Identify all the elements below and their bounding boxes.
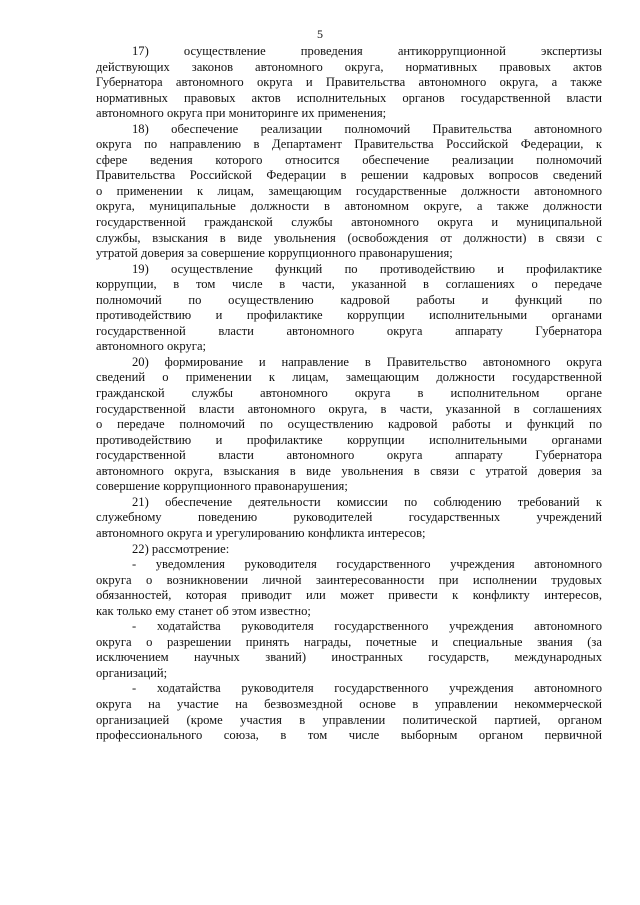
text-line: округа по направлению в Департамент Правительства Российской Федерации, к	[96, 137, 602, 152]
text-line: - ходатайства руководителя государственного учреждения автономного	[132, 681, 602, 696]
text-line: 17) осуществление проведения антикоррупционной экспертизы	[132, 44, 602, 58]
text-line: округа о разрешении принять награды, почетные и специальные звания (за	[96, 634, 602, 649]
text-line: 22) рассмотрение:	[132, 541, 230, 556]
text-line: - уведомления руководителя государственного учреждения автономного	[132, 557, 602, 572]
text-line: гражданской службы автономного округа в исполнительном органе	[96, 386, 602, 401]
text-line: исключением научных званий) иностранных государств, международных	[96, 650, 602, 665]
document-body	[96, 44, 602, 744]
text-line: округа, муниципальные должности в автономном округе, а также должности	[96, 199, 602, 214]
text-line: государственной власти автономного округа аппарату Губернатора	[96, 448, 602, 463]
text-line: нормативных правовых актов исполнительных органов государственной власти	[96, 90, 602, 105]
text-line: - ходатайства руководителя государственного учреждения автономного	[132, 619, 602, 634]
text-line: как только ему станет об этом известно;	[96, 603, 311, 618]
text-line: государственной власти автономного округа аппарату Губернатора	[96, 323, 602, 338]
text-line: 18) обеспечение реализации полномочий Правительства автономного	[132, 121, 602, 136]
text-line: коррупции, в том числе в части, указанной в соглашениях о передаче	[96, 277, 602, 292]
text-line: округа на участие на безвозмездной основе в управлении некоммерческой	[96, 696, 602, 711]
text-line: автономного округа, взыскания в виде увольнения в связи с утратой доверия за	[96, 463, 602, 478]
text-line: сведений о применении к лицам, замещающим должности государственной	[96, 370, 602, 385]
text-line: о применении к лицам, замещающим государственные должности автономного	[96, 183, 602, 198]
text-line: автономного округа;	[96, 339, 207, 354]
text-line: Губернатора автономного округа и Правительства автономного округа, а также	[96, 75, 602, 90]
text-line: автономного округа и урегулированию конфликта интересов;	[96, 525, 426, 540]
text-line: полномочий по осуществлению кадровой работы и функций по	[96, 292, 602, 307]
text-line: государственной гражданской службы автономного округа и муниципальной	[96, 215, 602, 230]
text-line: сфере ведения которого относится обеспечение реализации полномочий	[96, 152, 602, 167]
text-line: организаций;	[96, 665, 168, 680]
text-line: действующих законов автономного округа, нормативных правовых актов	[96, 59, 602, 74]
page-number: 5	[317, 27, 323, 41]
text-line: совершение коррупционного правонарушения;	[96, 479, 348, 494]
text-line: 19) осуществление функций по противодействию и профилактике	[132, 261, 602, 276]
text-line: государственной власти автономного округа, в части, указанной в соглашениях	[96, 401, 602, 416]
text-line: противодействию и профилактике коррупции исполнительными органами	[96, 308, 602, 323]
text-line: служебному поведению руководителей государственных учреждений	[96, 510, 602, 525]
text-line: обязанностей, которая приводит или может привести к конфликту интересов,	[96, 588, 602, 603]
text-line: профессионального союза, в том числе выборным органом первичной	[96, 728, 602, 743]
text-line: Правительства Российской Федерации в решении кадровых вопросов сведений	[96, 168, 602, 183]
text-line: округа о возникновении личной заинтересованности при исполнении трудовых	[96, 572, 602, 587]
text-line: 21) обеспечение деятельности комиссии по соблюдению требований к	[132, 494, 602, 509]
text-line: 20) формирование и направление в Правительство автономного округа	[132, 354, 602, 369]
text-line: противодействию и профилактике коррупции исполнительными органами	[96, 432, 602, 447]
text-line: утратой доверия за совершение коррупционного правонарушения;	[96, 246, 453, 261]
text-line: службы, взыскания в виде увольнения (освобождения от должности) в связи с	[96, 230, 602, 245]
text-line: организацией (кроме участия в управлении политической партией, органом	[96, 712, 602, 727]
text-line: о передаче полномочий по осуществлению кадровой работы и функций по	[96, 417, 602, 432]
text-line: автономного округа при мониторинге их применения;	[96, 106, 387, 121]
